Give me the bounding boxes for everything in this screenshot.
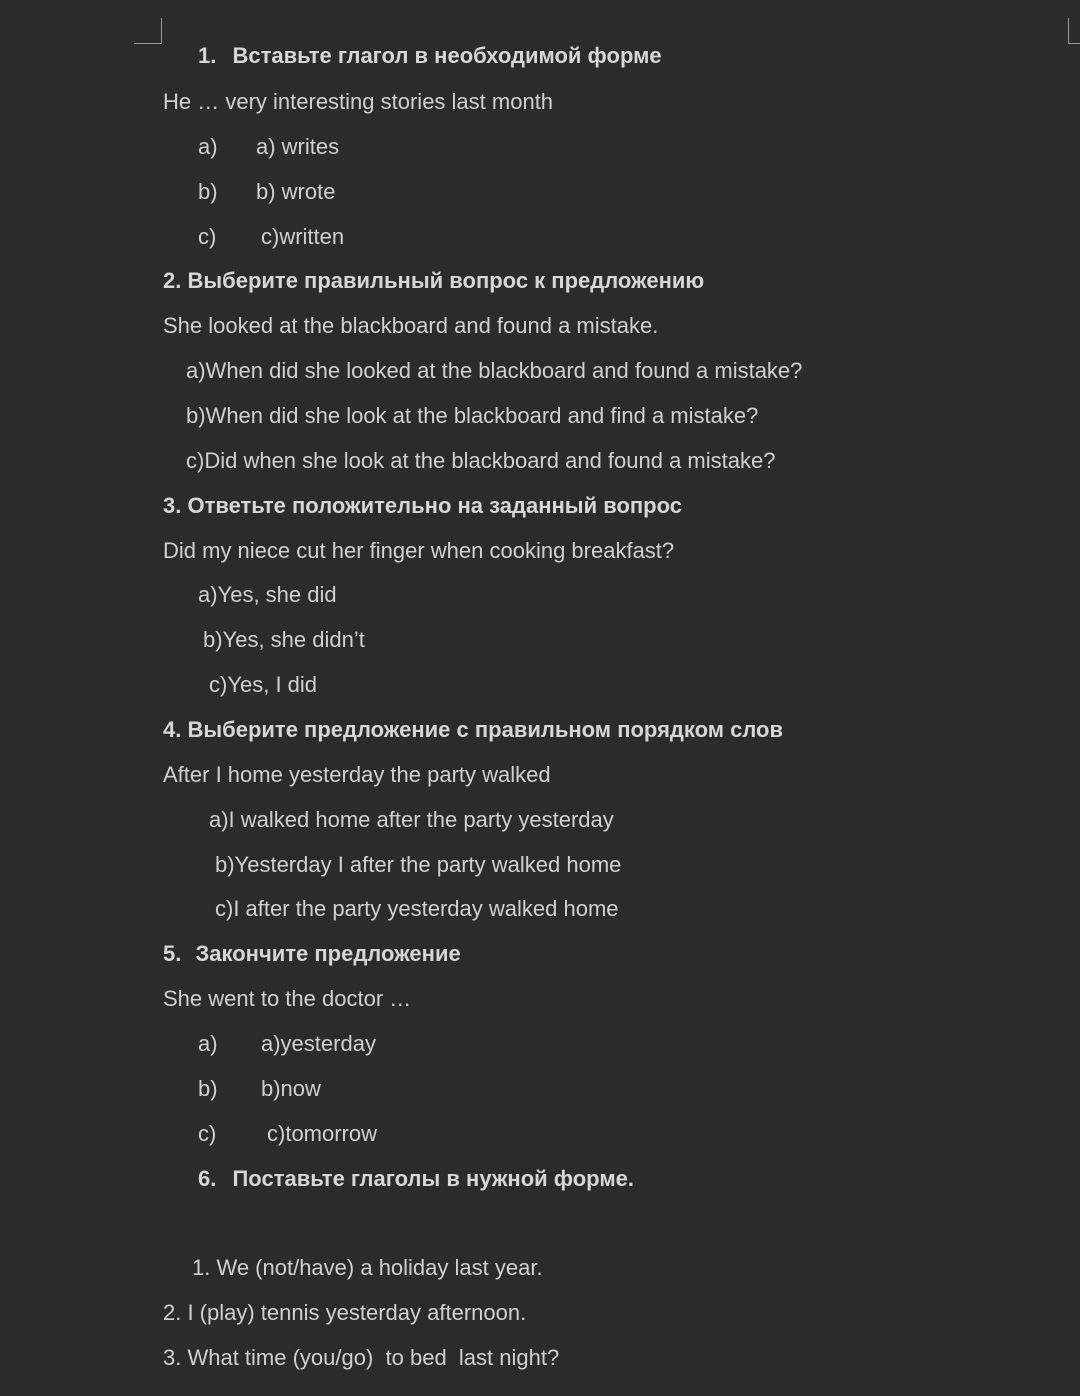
q4-option-c: c)I after the party yesterday walked home — [215, 896, 619, 921]
q6-item-3: 3. What time (you/go) to bed last night? — [163, 1345, 560, 1370]
q2-title: 2. Выберите правильный вопрос к предложению — [163, 268, 705, 293]
q3-sentence: Did my niece cut her finger when cooking breakfast? — [163, 538, 675, 563]
page-corner-mark-left — [134, 18, 162, 44]
q1-number: 1. — [198, 43, 217, 68]
q5-option-c: c)tomorrow — [267, 1121, 378, 1146]
q1-sentence: He … very interesting stories last month — [163, 89, 554, 114]
q1-option-a-marker: a) — [198, 134, 218, 159]
q1-option-c: c)written — [261, 224, 345, 249]
q5-sentence: She went to the doctor … — [163, 986, 412, 1011]
q5-option-c-marker: c) — [198, 1121, 217, 1146]
q4-sentence: After I home yesterday the party walked — [163, 762, 551, 787]
q3-option-b: b)Yes, she didn’t — [203, 627, 365, 652]
q5-number: 5. — [163, 941, 182, 966]
q5-option-a-marker: a) — [198, 1031, 218, 1056]
q6-title: Поставьте глаголы в нужной форме. — [232, 1166, 634, 1191]
q4-option-a: a)I walked home after the party yesterday — [209, 807, 614, 832]
q1-title: Вставьте глагол в необходимой форме — [232, 43, 662, 68]
q5-title: Закончите предложение — [195, 941, 461, 966]
q4-title: 4. Выберите предложение с правильном порядком слов — [163, 717, 784, 742]
q1-option-a: a) writes — [256, 134, 340, 159]
q1-option-b-marker: b) — [198, 179, 218, 204]
q6-item-2: 2. I (play) tennis yesterday afternoon. — [163, 1300, 527, 1325]
q6-heading — [198, 1165, 634, 1193]
q5-option-b: b)now — [261, 1076, 321, 1101]
q5-heading — [163, 940, 461, 968]
q2-sentence: She looked at the blackboard and found a mistake. — [163, 313, 659, 338]
q3-option-c: c)Yes, I did — [209, 672, 318, 697]
q5-option-b-marker: b) — [198, 1076, 218, 1101]
q3-title: 3. Ответьте положительно на заданный вопрос — [163, 493, 682, 518]
q1-option-b: b) wrote — [256, 179, 336, 204]
q3-option-a: a)Yes, she did — [198, 582, 337, 607]
q4-option-b: b)Yesterday I after the party walked home — [215, 852, 622, 877]
q1-heading — [198, 42, 662, 70]
page-corner-mark-right — [1068, 18, 1080, 44]
q5-option-a: a)yesterday — [261, 1031, 376, 1056]
q2-option-a: a)When did she looked at the blackboard and found a mistake? — [186, 358, 803, 383]
q6-item-1: 1. We (not/have) a holiday last year. — [192, 1255, 543, 1280]
q1-option-c-marker: c) — [198, 224, 217, 249]
q2-option-c: c)Did when she look at the blackboard and found a mistake? — [186, 448, 776, 473]
q2-option-b: b)When did she look at the blackboard and find a mistake? — [186, 403, 759, 428]
q6-number: 6. — [198, 1166, 217, 1191]
